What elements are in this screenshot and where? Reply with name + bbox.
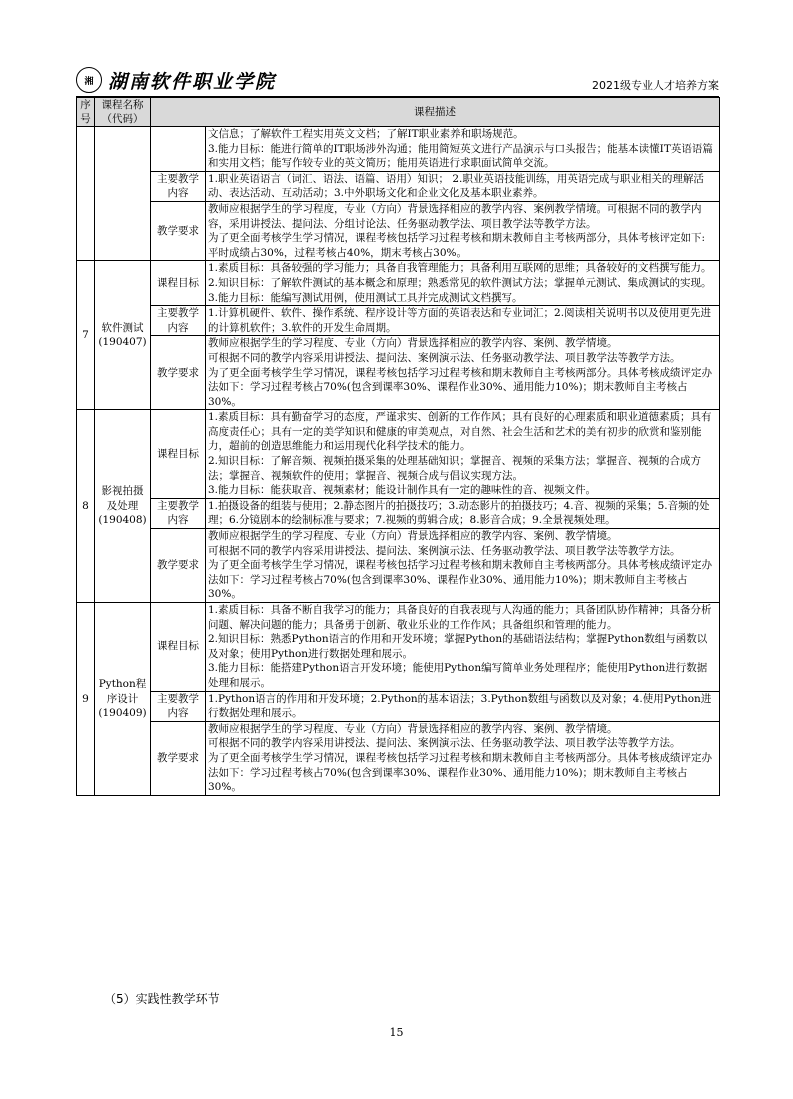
row-text: 教师应根据学生的学习程度、专业（方向）背景选择相应的教学内容、案例、教学情境。 可根据不同的教学内容采用讲授法、提问法、案例演示法、任务驱动教学法、项目教学法等教学方法。 为了更全面考核学生学习情况，课程考核包括学习过程考核和期末教师自主考核两部分。具体考核成绩评定办法如下：学习过程考核占70%(包含到课率30%、课程作业30%、通用能力10%)；期末教师自主考核占30%。 xyxy=(206,336,720,410)
table-row xyxy=(77,498,720,528)
row-text: 1.计算机硬件、软件、操作系统、程序设计等方面的英语表达和专业词汇；2.阅读相关说明书以及使用更先进的计算机软件；3.软件的开发生命周期。 xyxy=(206,306,720,336)
table-row xyxy=(77,306,720,336)
table-row xyxy=(77,336,720,410)
school-logo xyxy=(76,66,276,94)
row-text: 1.Python语言的作用和开发环境；2.Python的基本语法；3.Python数组与函数以及对象；4.使用Python进行数据处理和展示。 xyxy=(206,691,720,721)
table-row xyxy=(77,691,720,721)
row-label: 课程目标 xyxy=(151,410,206,499)
row-label: 主要教学 内容 xyxy=(151,691,206,721)
table-header-row xyxy=(77,98,720,127)
table-row xyxy=(77,261,720,306)
page-number: 15 xyxy=(389,1026,404,1039)
row-text: 1.素质目标：具备较强的学习能力；具备自我管理能力；具备利用互联网的思维；具备较好的文档撰写能力。 2.知识目标：了解软件测试的基本概念和原理；熟悉常见的软件测试方法；掌握单元测试、集成测试的实现。 3.能力目标：能编写测试用例，使用测试工具并完成测试文档撰写。 xyxy=(206,261,720,306)
row-label: 教学要求 xyxy=(151,721,206,795)
table-row xyxy=(77,529,720,603)
row-label xyxy=(151,127,206,172)
row-label: 教学要求 xyxy=(151,201,206,260)
school-name: 湖南软件职业学院 xyxy=(108,70,277,93)
row-text: 教师应根据学生的学习程度、专业（方向）背景选择相应的教学内容、案例、教学情境。 可根据不同的教学内容采用讲授法、提问法、案例演示法、任务驱动教学法、项目教学法等教学方法。 为了更全面考核学生学习情况，课程考核包括学习过程考核和期末教师自主考核两部分。具体考核成绩评定办法如下：学习过程考核占70%(包含到课率30%、课程作业30%、通用能力10%)；期末教师自主考核占30%。 xyxy=(206,721,720,795)
table-row xyxy=(77,603,720,692)
course-no: 8 xyxy=(77,410,95,603)
row-label: 教学要求 xyxy=(151,529,206,603)
row-label: 教学要求 xyxy=(151,336,206,410)
row-text: 教师应根据学生的学习程度、专业（方向）背景选择相应的教学内容、案例、教学情境。 可根据不同的教学内容采用讲授法、提问法、案例演示法、任务驱动教学法、项目教学法等教学方法。 为了更全面考核学生学习情况，课程考核包括学习过程考核和期末教师自主考核两部分。具体考核成绩评定办法如下：学习过程考核占70%(包含到课率30%、课程作业30%、通用能力10%)；期末教师自主考核占30%。 xyxy=(206,529,720,603)
section-heading: （5）实践性教学环节 xyxy=(104,992,220,1006)
header-desc: 课程描述 xyxy=(151,98,720,127)
table-row xyxy=(77,171,720,201)
table-row xyxy=(77,410,720,499)
row-text: 1.素质目标：具备不断自我学习的能力；具备良好的自我表现与人沟通的能力；具备团队协作精神；具备分析问题、解决问题的能力；具备勇于创新、敬业乐业的工作作风；具备组织和管理的能力。 2.知识目标：熟悉Python语言的作用和开发环境；掌握Python的基础语法结构；掌握Python数组与函数以及对象；使用Python进行数据处理和展示。 3.能力目标：能搭建Python语言开发环境；能使用Python编写简单业务处理程序；能使用Python进行数据处理和展示。 xyxy=(206,603,720,692)
row-label: 主要教学 内容 xyxy=(151,171,206,201)
school-seal-icon: 湘 xyxy=(76,67,102,93)
course-name: 影视拍摄 及处理 (190408) xyxy=(95,410,151,603)
course-no: 9 xyxy=(77,603,95,796)
table-row xyxy=(77,127,720,172)
page-header xyxy=(76,64,719,97)
course-no: 7 xyxy=(77,261,95,410)
header-no: 序 号 xyxy=(77,98,95,127)
row-text: 1.拍摄设备的组装与使用；2.静态图片的拍摄技巧；3.动态影片的拍摄技巧；4.音、视频的采集；5.音频的处理；6.分镜剧本的绘制标准与要求；7.视频的剪辑合成；8.影音合成；9.全景视频处理。 xyxy=(206,498,720,528)
row-text: 1.素质目标：具有勤奋学习的态度，严谨求实、创新的工作作风；具有良好的心理素质和职业道德素质；具有高度责任心；具有一定的美学知识和健康的审美观点，对自然、社会生活和艺术的美有初步的欣赏和鉴别能力，超前的创造思维能力和运用现代化科学技术的能力。 2.知识目标：了解音频、视频拍摄采集的处理基础知识；掌握音、视频的采集方法；掌握音、视频的合成方法；掌握音、视频软件的使用；掌握音、视频合成与倡议实现方法。 3.能力目标：能获取音、视频素材；能设计制作具有一定的趣味性的音、视频文件。 xyxy=(206,410,720,499)
course-name: Python程 序设计 (190409) xyxy=(95,603,151,796)
header-name: 课程名称 （代码） xyxy=(95,98,151,127)
course-name-cell xyxy=(95,127,151,261)
course-name: 软件测试 (190407) xyxy=(95,261,151,410)
table-row xyxy=(77,201,720,260)
plan-title: 2021级专业人才培养方案 xyxy=(592,79,719,92)
row-text: 教师应根据学生的学习程度，专业（方向）背景选择相应的教学内容、案例教学情境。可根据不同的教学内容，采用讲授法、提问法、分组讨论法、任务驱动教学法、项目教学法等教学方法。 为了更全面考核学生学习情况，课程考核包括学习过程考核和期末教师自主考核两部分，具体考核评定如下: 平时成绩占30%，过程考核占40%，期末考核占30%。 xyxy=(206,201,720,260)
row-index-cell xyxy=(77,127,95,261)
row-label: 课程目标 xyxy=(151,261,206,306)
table-row xyxy=(77,721,720,795)
row-text: 1.职业英语语言（词汇、语法、语篇、语用）知识； 2.职业英语技能训练，用英语完成与职业相关的理解活动、表达活动、互动活动；3.中外职场文化和企业文化及基本职业素养。 xyxy=(206,171,720,201)
row-text: 文信息；了解软件工程实用英文文档；了解IT职业素养和职场规范。 3.能力目标：能进行简单的IT职场涉外沟通；能用简短英文进行产品演示与口头报告；能基本读懂IT英语语篇和实用文档；能写作较专业的英文简历；能用英语进行求职面试简单交流。 xyxy=(206,127,720,172)
row-label: 课程目标 xyxy=(151,603,206,692)
course-table xyxy=(76,97,720,796)
row-label: 主要教学 内容 xyxy=(151,498,206,528)
row-label: 主要教学 内容 xyxy=(151,306,206,336)
